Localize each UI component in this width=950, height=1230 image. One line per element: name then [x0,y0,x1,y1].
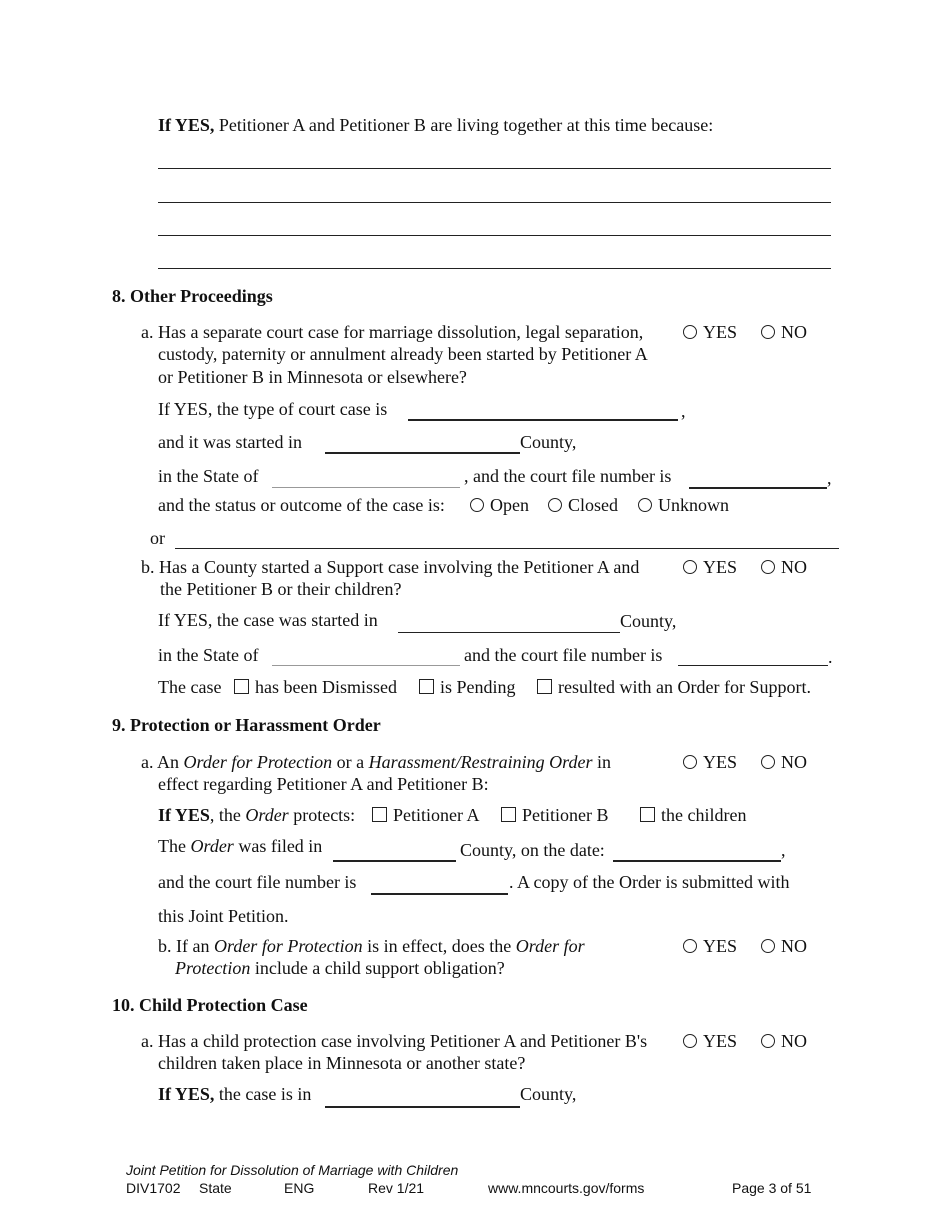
support-state-label: in the State of [158,645,259,665]
child-case-county-text: County, [520,1084,577,1104]
q8a-yes-radio[interactable]: YES [683,321,737,343]
q9b-yes-radio[interactable]: YES [683,935,737,957]
radio-circle-icon [761,755,775,769]
court-file-field[interactable] [689,487,827,489]
court-file-label: , and the court file number is [464,466,672,486]
order-county-field[interactable] [333,860,456,862]
radio-circle-icon [761,939,775,953]
living-together-prompt: If YES, Petitioner A and Petitioner B are living together at this time because: [158,115,714,135]
q10a-yes-radio[interactable]: YES [683,1030,737,1052]
q9b-line-2: Protection include a child support obligation? [175,958,505,978]
section-8-heading: 8. Other Proceedings [112,286,273,306]
or-label: or [150,528,165,548]
q10a-no-radio[interactable]: NO [761,1030,807,1052]
q9b-line-1: b. If an Order for Protection is in effect, does the Order for [158,936,585,956]
protects-children-checkbox[interactable]: the children [640,804,746,826]
support-file-field[interactable] [678,665,828,666]
protects-petitioner-a-checkbox[interactable]: Petitioner A [372,804,480,826]
footer-state: State [199,1180,232,1196]
child-case-county-field[interactable] [325,1106,520,1108]
checkbox-icon [234,679,249,694]
q9a-line-1: a. An Order for Protection or a Harassment/Restraining Order in [141,752,611,772]
order-date-field[interactable] [613,860,781,862]
radio-circle-icon [638,498,652,512]
q10a-line-1: a. Has a child protection case involving Petitioner A and Petitioner B's [141,1031,648,1051]
radio-circle-icon [470,498,484,512]
radio-circle-icon [761,325,775,339]
order-copy-text: . A copy of the Order is submitted with [509,872,790,892]
radio-circle-icon [683,325,697,339]
radio-circle-icon [761,1034,775,1048]
explanation-line-4[interactable] [158,268,831,269]
status-label: and the status or outcome of the case is: [158,495,445,515]
q10a-line-2: children taken place in Minnesota or another state? [158,1053,526,1073]
state-field[interactable] [272,487,460,488]
order-court-file-label: and the court file number is [158,872,357,892]
support-started-label: If YES, the case was started in [158,610,378,630]
case-type-label: If YES, the type of court case is [158,399,388,419]
q8a-line-2: custody, paternity or annulment already been started by Petitioner A [158,344,648,364]
q8b-line-2: the Petitioner B or their children? [160,579,402,599]
radio-circle-icon [683,939,697,953]
footer-form-number: DIV1702 [126,1180,181,1196]
checkbox-icon [372,807,387,822]
radio-circle-icon [548,498,562,512]
checkbox-icon [501,807,516,822]
case-outcome-row: The case [158,677,222,697]
q8b-no-radio[interactable]: NO [761,556,807,578]
support-state-field[interactable] [272,665,460,666]
order-date-comma: , [781,840,786,860]
joint-petition-text: this Joint Petition. [158,906,289,926]
radio-circle-icon [683,755,697,769]
child-case-county-label: If YES, the case is in [158,1084,312,1104]
explanation-line-3[interactable] [158,235,831,236]
checkbox-icon [640,807,655,822]
q8a-no-radio[interactable]: NO [761,321,807,343]
status-open-radio[interactable]: Open [470,494,529,516]
support-file-label: and the court file number is [464,645,663,665]
explanation-line-1[interactable] [158,168,831,169]
order-county-date-label: County, on the date: [460,840,605,860]
footer-page-number: Page 3 of 51 [732,1180,812,1196]
q9b-no-radio[interactable]: NO [761,935,807,957]
footer-revision: Rev 1/21 [368,1180,425,1196]
support-file-period: . [828,647,833,667]
started-county-label: County, [520,432,577,452]
protects-petitioner-b-checkbox[interactable]: Petitioner B [501,804,609,826]
q8b-line-1: b. Has a County started a Support case involving the Petitioner A and [141,557,640,577]
radio-circle-icon [683,1034,697,1048]
support-county-field[interactable] [398,632,620,633]
case-type-field[interactable] [408,419,678,421]
status-other-field[interactable] [175,548,839,549]
started-county-field[interactable] [325,452,520,454]
order-protects-label: If YES, the Order protects: [158,805,356,825]
footer-form-title: Joint Petition for Dissolution of Marriage with Children [126,1162,459,1178]
q9a-line-2: effect regarding Petitioner A and Petitioner B: [158,774,489,794]
support-county-label: County, [620,611,677,631]
case-type-comma: , [681,401,686,421]
footer-url[interactable]: www.mncourts.gov/forms [488,1180,645,1196]
section-10-heading: 10. Child Protection Case [112,995,308,1015]
q8a-line-3: or Petitioner B in Minnesota or elsewhere? [158,367,467,387]
radio-circle-icon [761,560,775,574]
order-filed-label: The Order was filed in [158,836,323,856]
checkbox-icon [419,679,434,694]
status-unknown-radio[interactable]: Unknown [638,494,729,516]
dismissed-checkbox[interactable]: has been Dismissed [234,676,397,698]
q9a-no-radio[interactable]: NO [761,751,807,773]
q8b-yes-radio[interactable]: YES [683,556,737,578]
order-support-checkbox[interactable]: resulted with an Order for Support. [537,676,811,698]
court-file-comma: , [827,468,832,488]
q8a-line-1: a. Has a separate court case for marriage dissolution, legal separation, [141,322,644,342]
radio-circle-icon [683,560,697,574]
footer-language: ENG [284,1180,315,1196]
status-closed-radio[interactable]: Closed [548,494,618,516]
explanation-line-2[interactable] [158,202,831,203]
started-in-label: and it was started in [158,432,302,452]
section-9-heading: 9. Protection or Harassment Order [112,715,381,735]
pending-checkbox[interactable]: is Pending [419,676,516,698]
state-of-label: in the State of [158,466,259,486]
order-court-file-field[interactable] [371,893,508,895]
q9a-yes-radio[interactable]: YES [683,751,737,773]
checkbox-icon [537,679,552,694]
